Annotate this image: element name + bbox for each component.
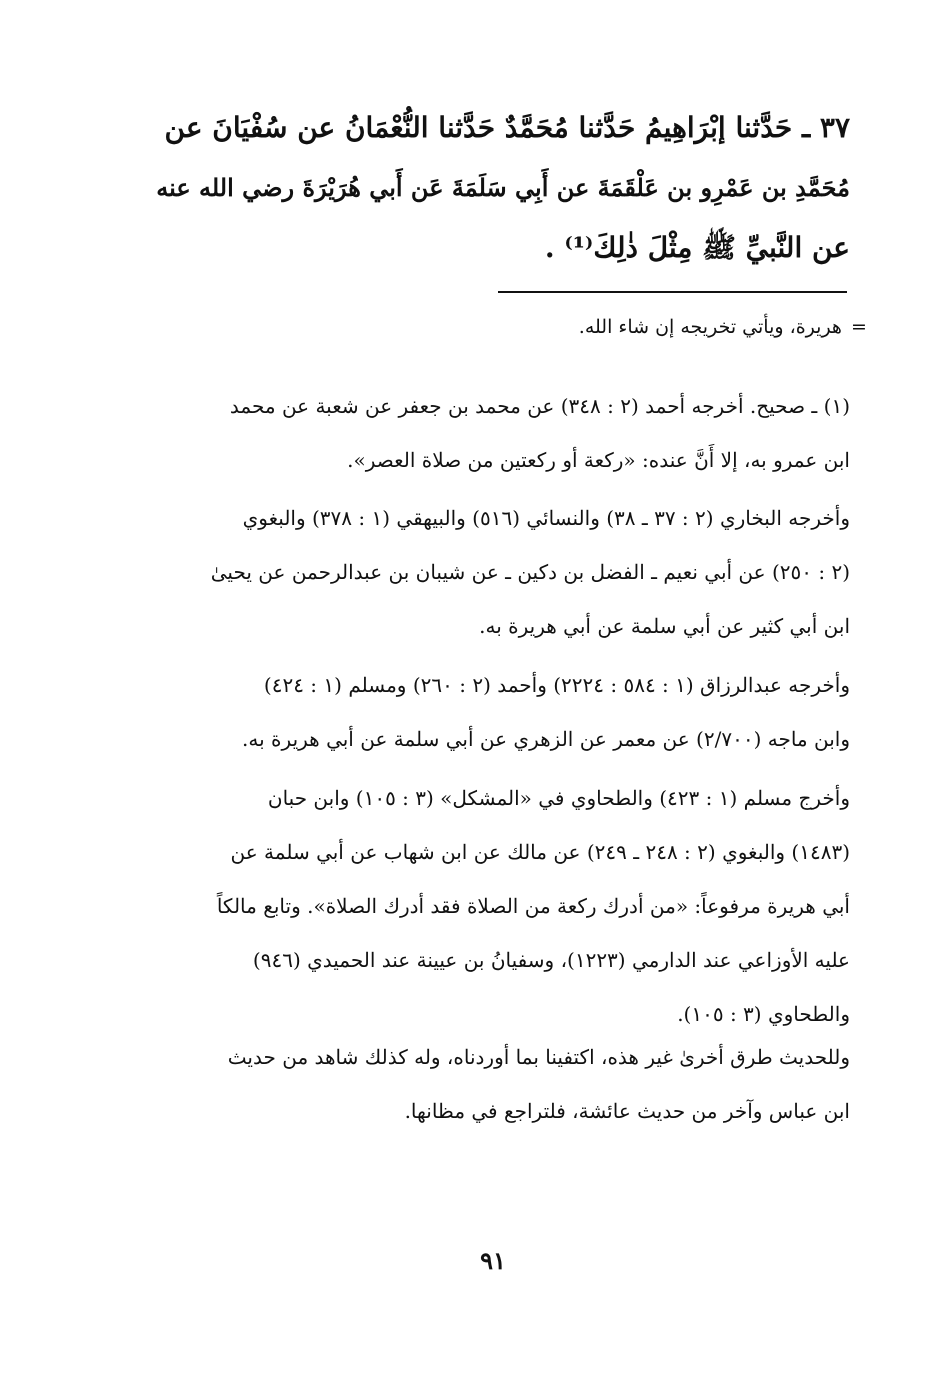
footnote-line: (١) ـ صحيح. أخرجه أحمد (٢ : ٣٤٨) عن محمد بن جعفر عن شعبة عن محمد [229, 394, 850, 418]
footnote-line: ابن أبي كثير عن أبي سلمة عن أبي هريرة به. [479, 614, 850, 638]
page-number: ٩١ [480, 1246, 506, 1275]
footnote-line: عليه الأوزاعي عند الدارمي (١٢٢٣)، وسفيانُ بن عيينة عند الحميدي (٩٤٦) [252, 948, 850, 972]
footnote-line: (١٤٨٣) والبغوي (٢ : ٢٤٨ ـ ٢٤٩) عن مالك عن ابن شهاب عن أبي سلمة عن [230, 840, 850, 864]
footnote-continuation [540, 312, 870, 342]
footnote-separator [498, 291, 847, 293]
footnote-paragraph [145, 491, 850, 653]
footnote-line: وللحديث طرق أخرىٰ غير هذه، اكتفينا بما أوردناه، وله كذلك شاهد من حديث [227, 1045, 850, 1069]
footnote-line: وابن ماجه (٢/٧٠٠) عن معمر عن الزهري عن أبي سلمة عن أبي هريرة به. [242, 727, 850, 751]
hadith-line: ٣٧ ـ حَدَّثنا إبْرَاهِيمُ حَدَّثنا مُحَمَّدٌ حَدَّثنا النُّعْمَانُ عن سُفْيَانَ عن [164, 111, 850, 144]
hadith-line: عن النَّبيِّ ﷺ مِثْلَ ذٰلِكَ⁽¹⁾ . [544, 231, 850, 264]
footnote-line: أبي هريرة مرفوعاً: «من أدرك ركعة من الصلاة فقد أدرك الصلاة». وتابع مالكاً [216, 894, 850, 918]
footnote-paragraph [145, 379, 850, 487]
footnote-line: وأخرجه عبدالرزاق (١ : ٥٨٤ : ٢٢٢٤) وأحمد (٢ : ٢٦٠) ومسلم (١ : ٤٢٤) [263, 673, 850, 697]
footnote-line: ابن عباس وآخر من حديث عائشة، فلتراجع في مظانها. [404, 1099, 850, 1123]
hadith-text [145, 98, 850, 278]
footnote-paragraph [145, 771, 850, 1041]
hadith-line: مُحَمَّدِ بن عَمْرِو بن عَلْقَمَةَ عن أَبِي سَلَمَةَ عَن أَبي هُرَيْرَةَ رضي الله عنه [156, 173, 850, 202]
footnote-line: والطحاوي (٣ : ١٠٥). [677, 1002, 850, 1026]
continuation-marker: = [851, 316, 867, 338]
footnote-line: (٢ : ٢٥٠) عن أبي نعيم ـ الفضل بن دكين ـ عن شيبان بن عبدالرحمن عن يحيىٰ [210, 560, 850, 584]
footnote-paragraph [145, 1030, 850, 1138]
footnote-line: وأخرجه البخاري (٢ : ٣٧ ـ ٣٨) والنسائي (٥١٦) والبيهقي (١ : ٣٧٨) والبغوي [242, 506, 850, 530]
footnote-line: وأخرج مسلم (١ : ٤٢٣) والطحاوي في «المشكل» (٣ : ١٠٥) وابن حبان [267, 786, 850, 810]
footnote-paragraph [145, 658, 850, 766]
continuation-text: هريرة، ويأتي تخريجه إن شاء الله. [578, 316, 842, 338]
footnote-line: ابن عمرو به، إلا أَنَّ عنده: «ركعة أو ركعتين من صلاة العصر». [347, 448, 850, 472]
